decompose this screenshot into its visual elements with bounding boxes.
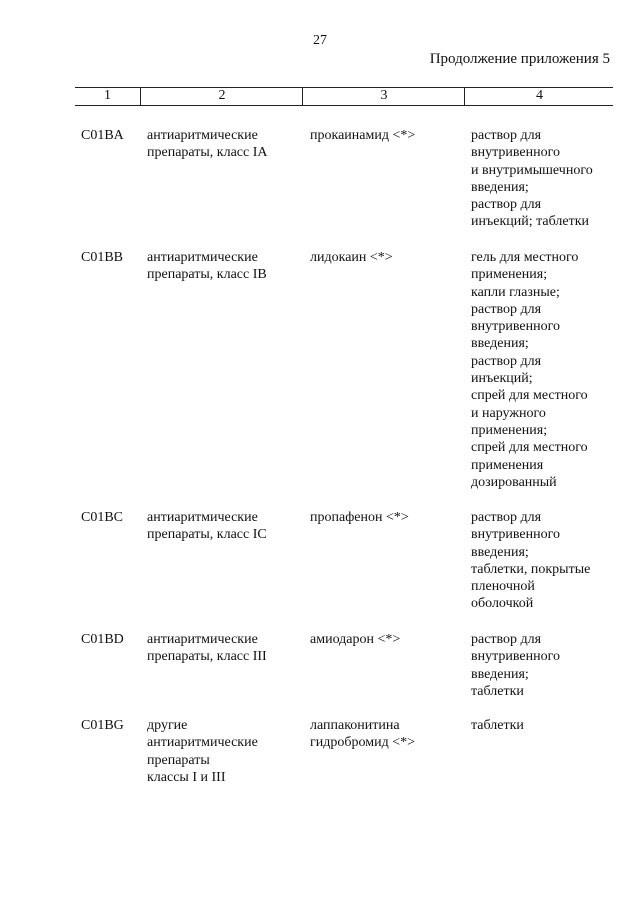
drug-group-line: антиаритмические [147,510,258,525]
drug-name [310,249,465,266]
drug-name [310,717,465,752]
drug-group-line: препараты, класс IA [147,145,268,161]
dosage-forms [471,509,616,613]
header-col-3: 3 [302,88,465,105]
drug-name-line: гидробромид <*> [310,735,415,751]
dosage-form-line: раствор для [471,632,542,647]
dosage-form-line: введения; [471,666,529,682]
atc-code: C01BB [81,250,124,265]
drug-group-line: антиаритмические [147,632,258,647]
drug-group-line: препараты [147,752,210,768]
dosage-form-line: применения [471,457,544,473]
dosage-forms [471,127,616,231]
drug-name-line: лидокаин <*> [310,250,393,265]
header-col-4: 4 [464,88,614,105]
page-number: 27 [313,33,327,48]
drug-name-line: амиодарон <*> [310,632,401,647]
dosage-form-line: пленочной [471,579,535,595]
dosage-form-line: дозированный [471,474,557,490]
drug-group-line: антиаритмические [147,250,258,265]
drug-name-line: прокаинамид <*> [310,128,416,143]
drug-group [147,249,307,284]
dosage-form-line: таблетки [471,683,524,699]
drug-group-line: препараты, класс III [147,649,267,665]
drug-group [147,509,307,544]
atc-code: C01BG [81,718,124,733]
drug-group-line: классы I и III [147,769,226,785]
dosage-form-line: инъекций; [471,371,533,387]
drug-name-line: лаппаконитина [310,718,400,733]
dosage-form-line: внутривенного [471,319,561,335]
dosage-form-line: раствор для [471,510,542,525]
drug-name [310,509,465,526]
drug-group-line: антиаритмические [147,128,258,143]
atc-code: C01BC [81,510,124,525]
dosage-form-line: раствор для [471,353,542,369]
drug-group-line: препараты, класс IC [147,527,267,543]
continuation-label: Продолжение приложения 5 [429,51,610,67]
dosage-form-line: таблетки [471,718,524,733]
dosage-form-line: внутривенного [471,145,561,161]
drug-group-line: антиаритмические [147,735,258,751]
header-col-1: 1 [104,88,111,103]
drug-group [147,127,307,162]
atc-code: C01BD [81,632,124,647]
atc-code: C01BA [81,128,124,143]
dosage-form-line: и внутримышечного [471,162,593,178]
drug-group-line: другие [147,718,188,733]
dosage-form-line: раствор для [471,197,542,213]
dosage-form-line: применения; [471,267,548,283]
dosage-form-line: внутривенного [471,527,561,543]
table-header [75,87,613,106]
dosage-form-line: оболочкой [471,596,534,612]
drug-group [147,631,307,666]
dosage-form-line: и наружного [471,405,546,421]
dosage-form-line: капли глазные; [471,284,560,300]
dosage-form-line: введения; [471,544,529,560]
dosage-form-line: таблетки, покрытые [471,561,591,577]
dosage-form-line: спрей для местного [471,388,588,404]
dosage-form-line: спрей для местного [471,440,588,456]
dosage-forms [471,249,616,491]
dosage-form-line: раствор для [471,301,542,317]
dosage-form-line: инъекций; таблетки [471,214,589,230]
drug-name [310,631,465,648]
dosage-forms [471,717,616,734]
dosage-form-line: гель для местного [471,250,579,265]
dosage-form-line: раствор для [471,128,542,143]
drug-name [310,127,465,144]
drug-group-line: препараты, класс IB [147,267,267,283]
dosage-form-line: введения; [471,179,529,195]
dosage-form-line: введения; [471,336,529,352]
drug-group [147,717,307,786]
dosage-form-line: внутривенного [471,649,561,665]
header-col-2: 2 [140,88,303,105]
drug-name-line: пропафенон <*> [310,510,409,525]
dosage-form-line: применения; [471,422,548,438]
dosage-forms [471,631,616,700]
